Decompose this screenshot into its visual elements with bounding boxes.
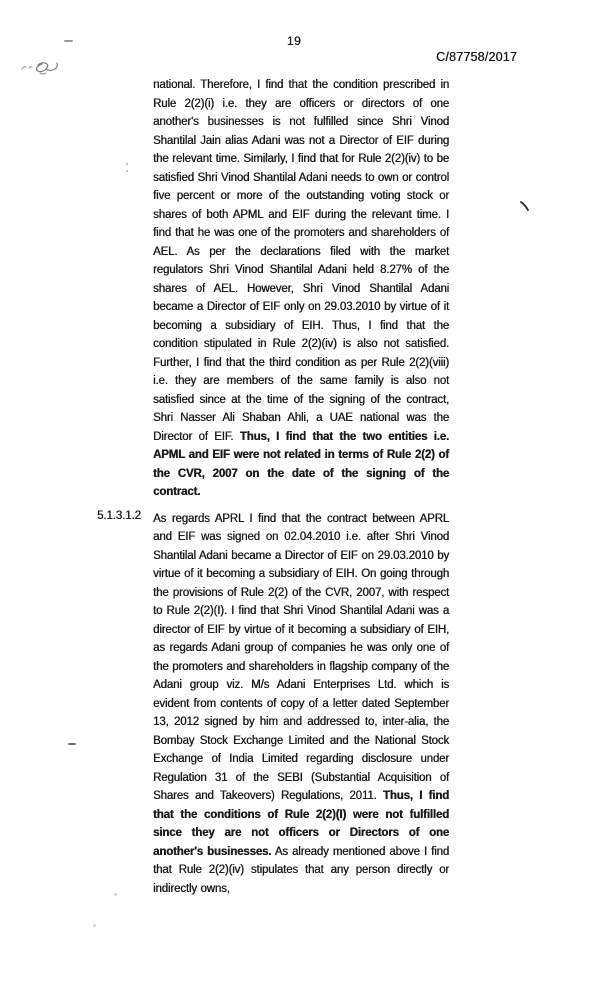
page-number: 19 [286, 34, 302, 48]
speck-mark-icon [93, 924, 96, 927]
paragraph-text: As regards APRL I find that the contract between APRL and EIF was signed on 02.04.2010 i.e. after Shri Vinod Shantilal Adani became a Director of EIF on 29.03.2010 by virtue of it becoming a subsidiary of EIH. On going through the provisions of Rule 2(2) of the CVR, 2007, with respect to Rule 2(2)(I). I find that Shri Vinod Shantilal Adani was a director of EIF by virtue of it becoming a subsidiary of EIH, as regards Adani group of companies he was only one of the promoters and shareholders in flagship company of the Adani group viz. M/s Adani Enterprises Ltd. which is evident from contents of copy of a letter dated September 13, 2012 signed by him and addressed to, inter-alia, the Bombay Stock Exchange Limited and the National Stock Exchange of India Limited regarding disclosure under Regulation 31 of the SEBI (Substantial Acquisition of Shares and Takeovers) Regulations, 2011. [153, 512, 449, 802]
paragraph-bold-finding: Thus, I find that the conditions of Rule 2(2)(I) were not fulfilled since they are not officers or Directors of one another's businesses. [153, 790, 449, 858]
document-body [97, 76, 449, 898]
paragraph-body [153, 510, 449, 899]
tick-mark-icon [518, 200, 532, 214]
dash-mark-icon [64, 40, 73, 42]
speck-mark-icon [114, 893, 117, 896]
paragraph-text: national. Therefore, I find that the condition prescribed in Rule 2(2)(i) i.e. they are officers or directors of one another's businesses is not fulfilled since Shri Vinod Shantilal Jain alias Adani was not a Director of EIF during the relevant time. Similarly, I find that for Rule 2(2)(iv) to be satisfied Shri Vinod Shantilal Adani needs to own or control five percent or more of the outstanding voting stock or shares of both APML and EIF during the relevant time. I find that he was one of the promoters and shareholders of AEL. As per the declarations filed with the market regulators Shri Vinod Shantilal Adani held 8.27% of the shares of AEL. However, Shri Vinod Shantilal Adani became a Director of EIF only on 29.03.2010 by virtue of it becoming a subsidiary of EIH. Thus, I find that the condition stipulated in Rule 2(2)(iv) is also not satisfied. Further, I find that the third condition as per Rule 2(2)(viii) i.e. they are members of the same family is also not satisfied since at the time of the signing of the contract, Shri Nasser Ali Shaban Ahli, a UAE national was the Director of EIF. [153, 79, 449, 443]
pencil-scribble-icon [20, 55, 62, 81]
numbered-paragraph [97, 509, 449, 899]
case-number: C/87758/2017 [436, 50, 517, 64]
colon-mark-icon [126, 163, 128, 173]
section-number: 5.1.3.1.2 [97, 509, 141, 522]
paragraph-continuation [153, 76, 449, 502]
dash-mark-icon [68, 743, 76, 745]
paragraph-text: As already mentioned above I find that Rule 2(2)(iv) stipulates that any person directly or indirectly owns, [153, 845, 449, 895]
paragraph-bold-finding: Thus, I find that the two entities i.e. APML and EIF were not related in terms of Rule 2(2) of the CVR, 2007 on the date of the signing of the contract. [153, 430, 449, 498]
